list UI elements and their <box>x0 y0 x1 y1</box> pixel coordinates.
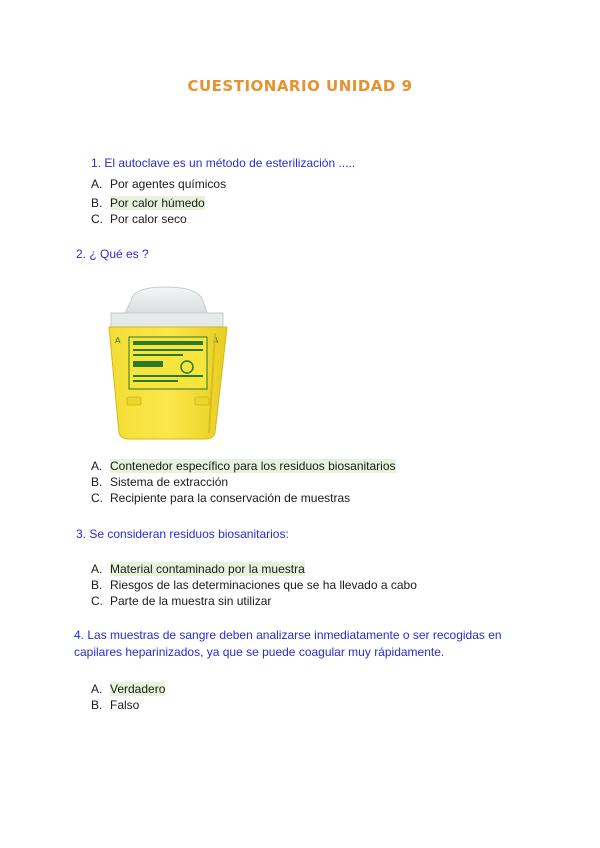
option-text: Parte de la muestra sin utilizar <box>110 594 272 608</box>
q1-option-a <box>91 176 226 192</box>
question-1: 1. El autoclave es un método de esterilización ..... <box>91 156 356 170</box>
q2-option-c <box>91 490 350 506</box>
option-text: Falso <box>110 698 140 712</box>
option-letter: A. <box>91 682 103 696</box>
option-text: Contenedor específico para los residuos biosanitarios <box>110 459 396 473</box>
option-letter: A. <box>91 177 103 191</box>
option-text: Por calor húmedo <box>110 196 205 210</box>
option-text: Por agentes químicos <box>110 177 227 191</box>
option-letter: A. <box>91 562 103 576</box>
sharps-container-image <box>103 283 233 443</box>
q3-option-c <box>91 593 271 609</box>
option-letter: C. <box>91 212 103 226</box>
q2-option-b <box>91 474 228 490</box>
q2-option-a <box>91 458 396 474</box>
sharps-container-icon <box>103 283 233 443</box>
question-2: 2. ¿ Qué es ? <box>76 247 149 261</box>
q3-option-a <box>91 561 305 577</box>
svg-text:A: A <box>213 336 219 345</box>
question-3: 3. Se consideran residuos biosanitarios: <box>76 527 289 541</box>
option-letter: C. <box>91 491 103 505</box>
option-text: Material contaminado por la muestra <box>110 562 305 576</box>
option-text: Recipiente para la conservación de muestras <box>110 491 351 505</box>
q1-option-c <box>91 211 187 227</box>
q4-option-b <box>91 697 139 713</box>
option-text: Riesgos de las determinaciones que se ha llevado a cabo <box>110 578 417 592</box>
option-text: Por calor seco <box>110 212 187 226</box>
option-text: Sistema de extracción <box>110 475 229 489</box>
option-letter: B. <box>91 578 103 592</box>
option-letter: B. <box>91 698 103 712</box>
option-letter: B. <box>91 475 103 489</box>
option-letter: A. <box>91 459 103 473</box>
svg-text:A: A <box>115 336 121 345</box>
q4-option-a <box>91 681 165 697</box>
option-text: Verdadero <box>110 682 166 696</box>
option-letter: C. <box>91 594 103 608</box>
page-title: CUESTIONARIO UNIDAD 9 <box>187 77 413 95</box>
q1-option-b <box>91 195 205 211</box>
option-letter: B. <box>91 196 103 210</box>
question-4: 4. Las muestras de sangre deben analizarse inmediatamente o ser recogidas en capilares heparinizados, ya que se puede coagular muy rápidamente. <box>74 628 502 659</box>
q3-option-b <box>91 577 417 593</box>
